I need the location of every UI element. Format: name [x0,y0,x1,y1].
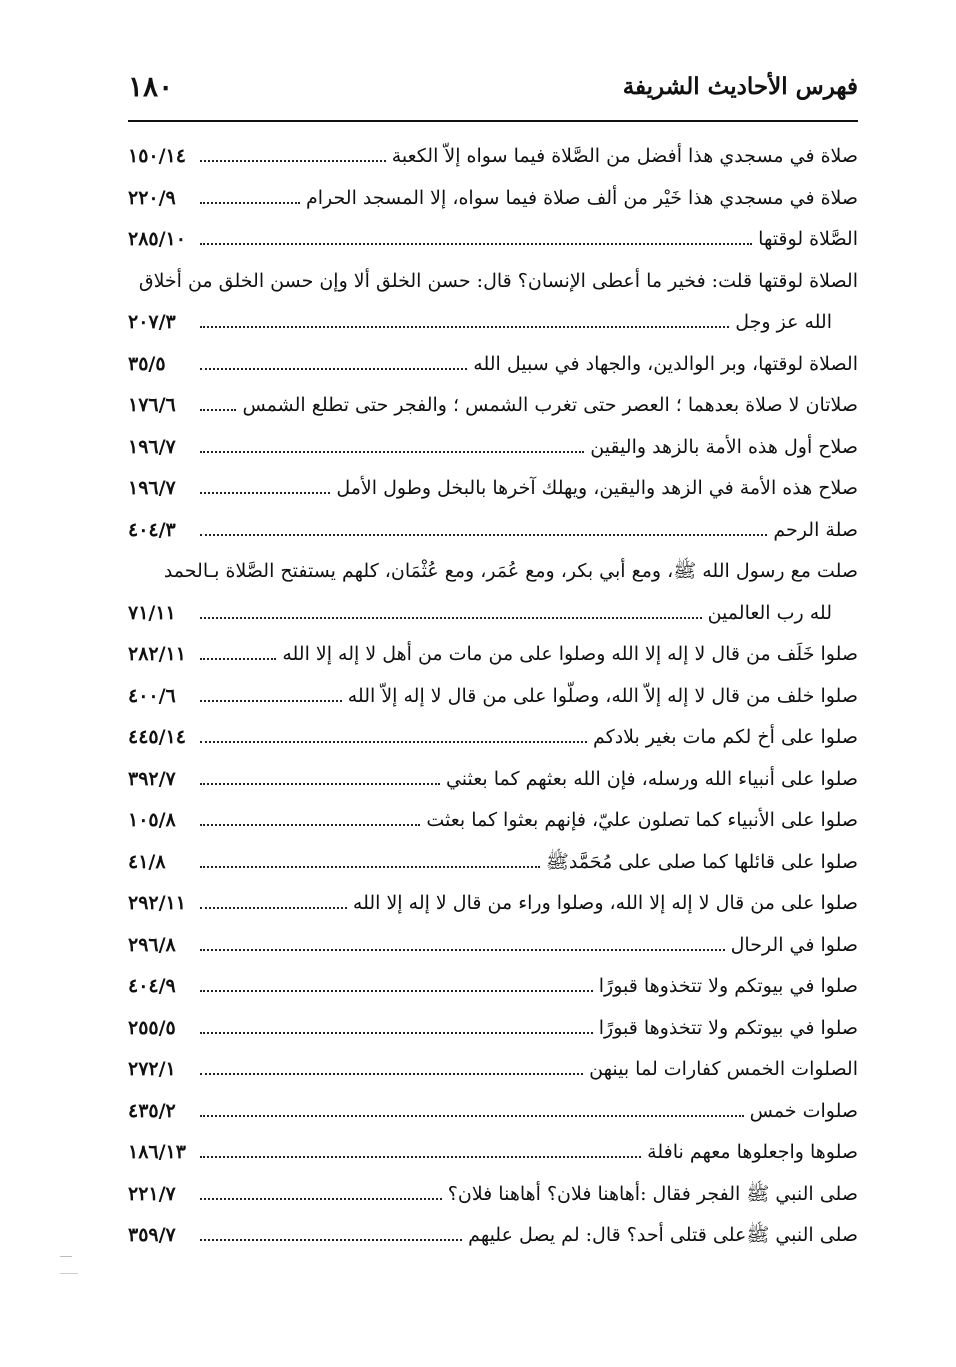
index-entry [128,136,858,178]
index-entry [128,842,858,884]
entry-text: الصلاة لوقتها قلت: فخير ما أعطى الإنسان؟ قال: حسن الخلق ألا وإن حسن الخلق من أخلاق [138,269,858,292]
dot-leader [200,1012,593,1034]
entry-reference: ٧١/١١ [128,601,176,624]
index-entry [128,1215,858,1257]
dot-leader [200,348,467,370]
entry-reference: ٢٩٢/١١ [128,892,186,914]
index-entry [128,676,858,718]
entry-text: صلوا على أنبياء الله ورسله، فإن الله بعثهم كما بعثني [445,767,858,790]
dot-leader [200,140,386,162]
index-entry [128,717,858,759]
index-entry [128,219,858,261]
dot-leader [200,431,584,453]
dot-leader [200,1053,583,1075]
dot-leader [200,721,587,743]
page-number: ١٨٠ [128,69,174,103]
index-entry [128,178,858,220]
entry-reference: ٤٠٤/٩ [128,975,176,997]
entry-reference: ٤٠٤/٣ [128,518,176,541]
index-entry [128,302,858,344]
entry-reference: ٢٨٢/١١ [128,643,186,665]
index-entry [128,925,858,967]
entry-text: صلة الرحم [773,518,858,541]
index-entry [128,966,858,1008]
entry-text: صلاة في مسجدي هذا خَيْر من ألف صلاة فيما سواه، إلا المسجد الحرام [306,186,858,209]
dot-leader [200,1178,442,1200]
dot-leader [200,804,420,826]
entry-reference: ٣٩٢/٧ [128,767,176,790]
dot-leader [200,472,330,494]
entry-text: صلوها واجعلوها معهم نافلة [647,1141,858,1163]
entry-text: صلوا على أخ لكم مات بغير بلادكم [593,726,858,748]
header-rule [128,120,858,122]
index-entry [128,1091,858,1133]
entry-reference: ١٧٦/٦ [128,394,176,416]
entry-reference: ٢٨٥/١٠ [128,228,186,250]
entry-text: صلاح أول هذه الأمة بالزهد واليقين [590,435,858,458]
entry-text: صلوا على قائلها كما صلى على مُحَمَّدﷺ [545,850,858,873]
dot-leader [200,887,347,909]
page-header [128,62,858,110]
entry-reference: ١٨٦/١٣ [128,1141,186,1163]
entry-text: صلى النبي ﷺعلى قتلى أحد؟ قال: لم يصل عليهم [468,1224,858,1246]
index-entry [128,344,858,386]
entry-reference: ٤٣٥/٢ [128,1099,176,1122]
entry-reference: ١٥٠/١٤ [128,145,186,167]
scan-mark [60,1256,72,1257]
running-title: فهرس الأحاديث الشريفة [622,72,858,100]
dot-leader [200,638,276,660]
index-entry [128,1008,858,1050]
entry-text: صلى النبي ﷺ الفجر فقال :أهاهنا فلان؟ أهاهنا فلان؟ [447,1182,858,1205]
entry-text: صلاح هذه الأمة في الزهد واليقين، ويهلك آخرها بالبخل وطول الأمل [336,477,858,499]
entry-reference: ٣٥/٥ [128,352,166,375]
entry-reference: ٣٥٩/٧ [128,1224,176,1246]
index-entry [128,1132,858,1174]
entry-reference: ١٩٦/٧ [128,477,176,499]
hadith-index-list [128,136,858,1257]
dot-leader [200,680,342,702]
dot-leader [200,1095,744,1117]
dot-leader [200,1219,462,1241]
entry-text: صلوا على من قال لا إله إلا الله، وصلوا وراء من قال لا إله إلا الله [352,892,858,914]
dot-leader [200,763,440,785]
dot-leader [200,929,725,951]
index-entry [128,385,858,427]
entry-reference: ٢٢٠/٩ [128,186,176,209]
dot-leader [200,182,300,204]
entry-reference: ٢٥٥/٥ [128,1016,176,1039]
entry-reference: ١٠٥/٨ [128,809,176,831]
entry-reference: ٤٠٠/٦ [128,684,176,707]
entry-text: لله رب العالمين [707,601,832,624]
dot-leader [200,597,702,619]
entry-text: الله عز وجل [735,311,832,333]
index-entry [128,883,858,925]
entry-reference: ٢٧٢/١ [128,1058,176,1080]
entry-text: صلاة في مسجدي هذا أفضل من الصَّلاة فيما سواه إلاّ الكعبة [391,145,858,167]
entry-text: صلوا خَلَف من قال لا إله إلا الله وصلوا على من مات من أهل لا إله إلا الله [282,643,858,665]
entry-reference: ٢٢١/٧ [128,1182,176,1205]
index-entry [128,800,858,842]
dot-leader [200,846,540,868]
index-entry [128,427,858,469]
scan-mark [60,1273,78,1274]
entry-reference: ٤١/٨ [128,850,166,873]
index-entry [128,634,858,676]
index-entry [128,468,858,510]
index-entry [128,593,858,635]
entry-text: صلوات خمس [749,1099,858,1122]
entry-reference: ١٩٦/٧ [128,435,176,458]
entry-text: الصلاة لوقتها، وبر الوالدين، والجهاد في سبيل الله [473,352,858,375]
index-entry [128,261,858,303]
index-entry [128,510,858,552]
entry-text: صلوا في بيوتكم ولا تتخذوها قبورًا [598,1016,858,1039]
entry-text: صلوا خلف من قال لا إله إلاّ الله، وصلّوا على من قال لا إله إلاّ الله [347,684,858,707]
entry-text: صلت مع رسول الله ﷺ، ومع أبي بكر، ومع عُمَر، ومع عُثْمَان، كلهم يستفتح الصَّلاة بـالحمد [163,560,858,582]
dot-leader [200,223,752,245]
index-entry [128,551,858,593]
dot-leader [200,389,236,411]
dot-leader [200,1136,641,1158]
entry-text: صلوا على الأنبياء كما تصلون عليّ، فإنهم بعثوا كما بعثت [426,809,858,831]
dot-leader [200,306,729,328]
entry-reference: ٢٠٧/٣ [128,311,176,333]
entry-text: الصَّلاة لوقتها [758,228,858,250]
entry-text: صلاتان لا صلاة بعدهما ؛ العصر حتى تغرب الشمس ؛ والفجر حتى تطلع الشمس [242,394,858,416]
entry-text: صلوا في بيوتكم ولا تتخذوها قبورًا [598,975,858,997]
entry-reference: ٢٩٦/٨ [128,933,176,956]
dot-leader [200,514,767,536]
dot-leader [200,970,593,992]
index-entry [128,1174,858,1216]
entry-text: صلوا في الرحال [730,933,858,956]
index-entry [128,759,858,801]
entry-reference: ٤٤٥/١٤ [128,726,186,748]
index-entry [128,1049,858,1091]
entry-text: الصلوات الخمس كفارات لما بينهن [589,1058,858,1080]
